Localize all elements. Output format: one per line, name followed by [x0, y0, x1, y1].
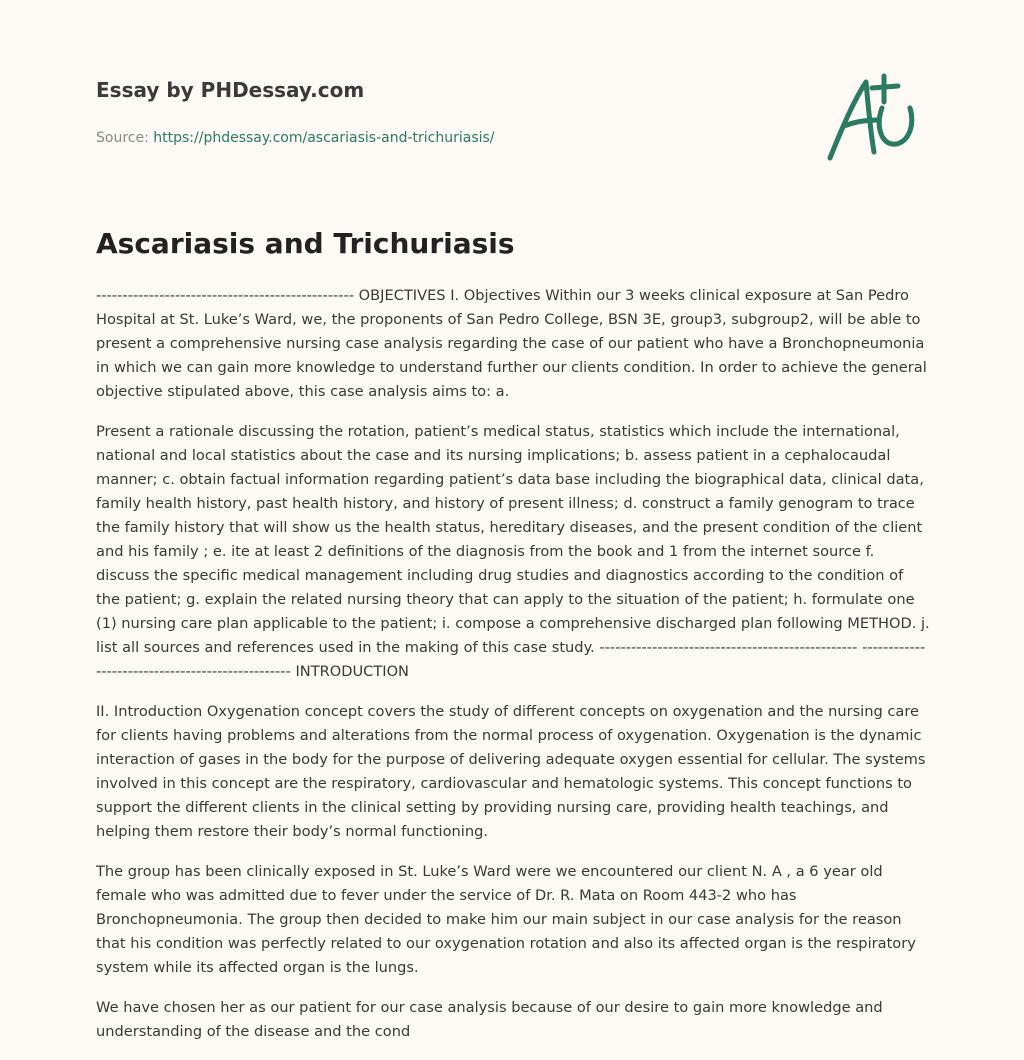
paragraph: ------------------------------------------------- OBJECTIVES I. Objectives Within our 3 weeks clinical exposure at San Pedro Hospital at St. Luke’s Ward, we, the proponents of San Pedro College, BSN 3E, group3, subgroup2, will be able to present a comprehensive nursing case analysis regarding the case of our patient who have a Bronchopneumonia in which we can gain more knowledge to understand further our clients condition. In order to achieve the general objective stipulated above, this case analysis aims to: a.	[96, 287, 927, 400]
source-label: Source:	[96, 130, 149, 146]
paragraph: Present a rationale discussing the rotation, patient’s medical status, statistics which include the international, national and local statistics about the case and its nursing implications; b. assess patient in a cephalocaudal manner; c. obtain factual information regarding patient’s data base including the biographical data, clinical data, family health history, past health history, and history of present illness; d. construct a family genogram to trace the family history that will show us the health status, hereditary diseases, and the present condition of the client and his family ; e. ite at least 2 definitions of the diagnosis from the book and 1 from the internet source f. discuss the specific medical management including drug studies and diagnostics according to the condition of the patient; g. explain the related nursing theory that can apply to the situation of the patient; h. formulate one (1) nursing care plan applicable to the patient; i. compose a comprehensive discharged plan following METHOD. j. list all sources and references used in the making of this case study. ------------------------------------------------- ------------------------------------------------- INTRODUCTION	[96, 423, 930, 680]
essay-body	[96, 284, 930, 1060]
essay-title: Ascariasis and Trichuriasis	[96, 227, 515, 260]
source-link[interactable]: https://phdessay.com/ascariasis-and-trichuriasis/	[153, 130, 495, 146]
essay-header	[96, 76, 936, 166]
paragraph: II. Introduction Oxygenation concept covers the study of different concepts on oxygenation and the nursing care for clients having problems and alterations from the normal process of oxygenation. Oxygenation is the dynamic interaction of gases in the body for the purpose of delivering adequate oxygen essential for cellular. The systems involved in this concept are the respiratory, cardiovascular and hematologic systems. This concept functions to support the different clients in the clinical setting by providing nursing care, providing health teachings, and helping them restore their body’s normal functioning.	[96, 703, 926, 840]
source-line	[96, 128, 936, 148]
paragraph: We have chosen her as our patient for our case analysis because of our desire to gain more knowledge and understanding of the disease and the cond	[96, 999, 883, 1040]
brand-title: Essay by PHDessay.com	[96, 78, 365, 102]
paragraph: The group has been clinically exposed in St. Luke’s Ward were we encountered our client N. A , a 6 year old female who was admitted due to fever under the service of Dr. R. Mata on Room 443-2 who has Bronchopneumonia. The group then decided to make him our main subject in our case analysis for the reason that his condition was perfectly related to our oxygenation rotation and also its affected organ is the respiratory system while its affected organ is the lungs.	[96, 863, 916, 976]
a-plus-logo-icon	[820, 68, 930, 164]
